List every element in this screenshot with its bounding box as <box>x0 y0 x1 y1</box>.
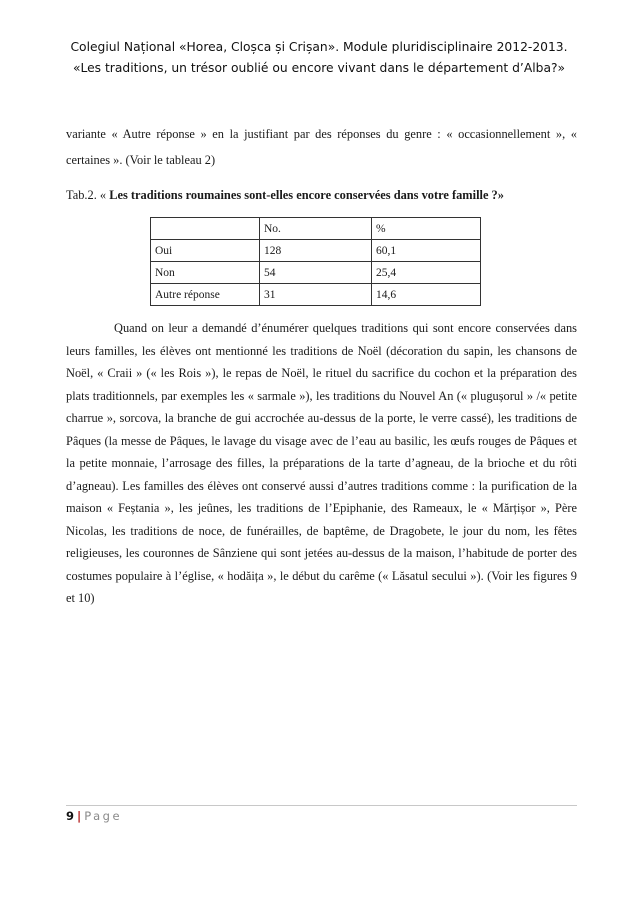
table-cell: Autre réponse <box>151 284 260 306</box>
table-row <box>151 284 481 306</box>
table-cell: 14,6 <box>372 284 481 306</box>
table-caption-label: Tab.2. « <box>66 188 107 202</box>
table-cell: Oui <box>151 240 260 262</box>
table-cell: Non <box>151 262 260 284</box>
page-footer <box>66 809 122 823</box>
table-header-cell: % <box>372 218 481 240</box>
header-line-2: «Les traditions, un trésor oublié ou encore vivant dans le département d’Alba?» <box>72 61 566 75</box>
table-header-cell: No. <box>260 218 372 240</box>
footer-separator: | <box>77 809 82 823</box>
table-row <box>151 240 481 262</box>
table-cell: 54 <box>260 262 372 284</box>
table-header-row <box>151 218 481 240</box>
table-cell: 25,4 <box>372 262 481 284</box>
footer-divider <box>66 805 577 806</box>
table-cell: 128 <box>260 240 372 262</box>
page-label: Page <box>84 809 123 823</box>
table-caption-title: Les traditions roumaines sont-elles encore conservées dans votre famille ?» <box>109 188 504 202</box>
results-table <box>150 217 481 306</box>
table-header-cell <box>151 218 260 240</box>
table-row <box>151 262 481 284</box>
intro-paragraph: variante « Autre réponse » en la justifiant par des réponses du genre : « occasionnellement », « certaines ». (Voir le tableau 2) <box>66 127 577 167</box>
main-paragraph: Quand on leur a demandé d’énumérer quelques traditions qui sont encore conservées dans leurs familles, les élèves ont mentionné les traditions de Noël (décoration du sapin, les chansons de Noël, « Craii » (« les Rois »), le repas de Noël, le rituel du sacrifice du cochon et la préparation des plats traditionnels, par exemples les « sarmale »), les traditions du Nouvel An (« plugușorul » /« petite charrue », sorcova, la branche de gui accrochée au-dessus de la porte, le verre cassé), les traditions de Pâques (la messe de Pâques, le lavage du visage avec de l’eau au basilic, les œufs rouges de Pâques et la petite monnaie, l’arrosage des filles, la préparations de la tarte d’agneau, de la brioche et du rôti d’agneau). Les familles des élèves ont conservé aussi d’autres traditions comme : la purification de la maison « Feștania », les jeûnes, les traditions de l’Epiphanie, des Rameaux, le « Mărțișor », Père Nicolas, les traditions de noce, de funérailles, de baptême, de Dragobete, le jour du nom, les fêtes religieuses, les couronnes de Sânziene qui sont jetées au-dessus de la maison, l’habitude de porter des costumes populaire à l’église, « hodăița », le début du carême (« Lăsatul secului »). (Voir les figures 9 et 10) <box>66 321 577 605</box>
table-cell: 31 <box>260 284 372 306</box>
running-header <box>0 37 638 79</box>
header-line-1: Colegiul Național «Horea, Cloșca și Crișan». Module pluridisciplinaire 2012-2013. <box>70 40 568 54</box>
page-number: 9 <box>66 809 75 823</box>
table-cell: 60,1 <box>372 240 481 262</box>
table-caption <box>66 186 586 204</box>
